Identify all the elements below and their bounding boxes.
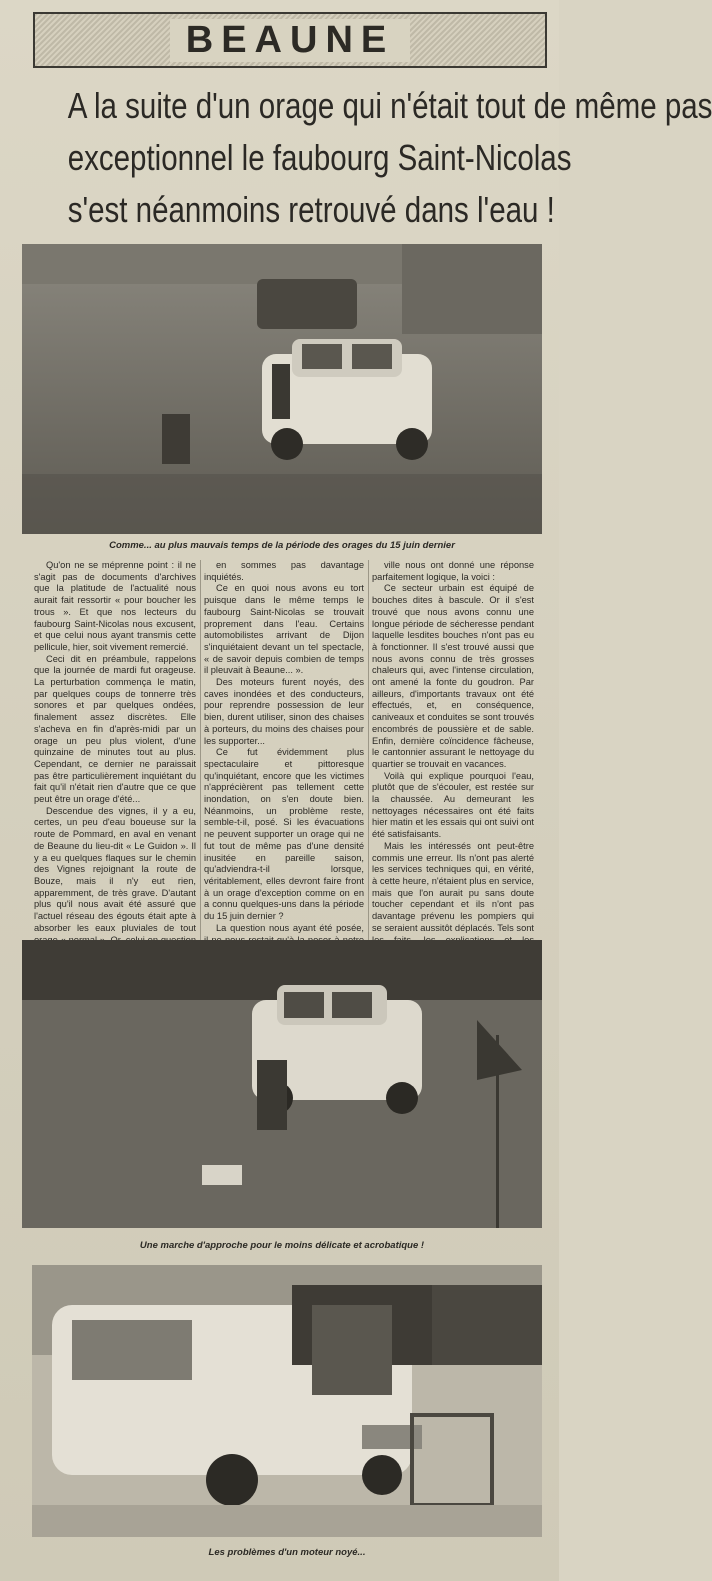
headline-line-2: exceptionnel le faubourg Saint-Nicolas xyxy=(67,137,572,178)
caption-photo-3: Les problèmes d'un moteur noyé... xyxy=(208,1547,366,1558)
paragraph: Voilà qui explique pourquoi l'eau, plutôt que de s'écouler, est restée sur la chaussée. Au demeurant les nettoyages nécessaires ont été faits hier matin et les essais qui ont suivi ont été satisfaisants. xyxy=(372,770,534,840)
paragraph: Qu'on ne se méprenne point : il ne s'agit pas de documents d'archives que la platitude de l'actualité nous aurait fait ressortir « pour boucher les trous ». Et que nos lecteurs du faubourg Saint-Nicolas nous excusent, et que celui nous ayant transmis cette pellicule, hier, soit vivement remercié. xyxy=(34,560,196,652)
photo-drowned-engine xyxy=(32,1265,542,1537)
column-rule xyxy=(200,560,201,940)
column-rule xyxy=(368,560,369,940)
headline-line-1: A la suite d'un orage qui n'était tout de même pas xyxy=(67,85,712,126)
photo-flooded-street xyxy=(22,244,542,534)
paragraph: en sommes pas davantage inquiétés. xyxy=(204,560,364,582)
paragraph: ville nous ont donné une réponse parfaitement logique, la voici : xyxy=(372,560,534,582)
article-column-3 xyxy=(372,560,534,981)
headline xyxy=(67,80,712,236)
paragraph: Ce secteur urbain est équipé de bouches dites à bascule. Or il s'est trouvé que nous avons connu une longue période de sécheresse pendant laquelle lesdites bouches n'ont pas eu à fonctionner. Il s'est trouvé aussi que nous avons connu de très grosses chaleurs qui, avec l'intense circulation, ont amené la fonte du goudron. Par ailleurs, d'importants travaux ont été effectués, et, en conséquence, caniveaux et conduites se sont trouvés encombrés de poussière et de sable. Enfin, dernière coïncidence fâcheuse, le cantonnier assurant le nettoyage du quartier se trouvait en vacances. xyxy=(372,583,534,769)
caption-photo-1: Comme... au plus mauvais temps de la période des orages du 15 juin dernier xyxy=(109,540,455,551)
paragraph: Ceci dit en préambule, rappelons que la journée de mardi fut orageuse. La perturbation commença le matin, par quelques coups de tonnerre très sonores et par quelques ondées, finalement assez discrètes. Elle s'acheva en fin d'après-midi par un orage un peu plus violent, d'une quinzaine de minutes tout au plus. Cependant, ce dernier ne paraissait pas être particulièrement inquiétant du fait qu'il n'était rien d'autre que ce que peut être un orage d'été... xyxy=(34,653,196,805)
article-column-2 xyxy=(204,560,364,999)
section-title: BEAUNE xyxy=(170,19,410,62)
section-banner xyxy=(33,12,547,68)
paragraph: Descendue des vignes, il y a eu, certes, un peu d'eau boueuse sur la route de Pommard, en aval en venant de Beaune du lieu-dit « Le Guidon ». Il y a eu quelques flaques sur le chemin des Vignes rejoignant la route de Bouze, mais il n'y eut rien, apparemment, de très grave. D'autant plus qu'il nous avait été assuré que l'actuel réseau des égouts était apte à absorber les eaux pluviales de tout xyxy=(34,805,196,933)
photo-approach xyxy=(22,940,542,1228)
paragraph: Des moteurs furent noyés, des caves inondées et des conducteurs, pour reprendre possession de leur bien, durent utiliser, sinon des chaises à porteurs, du moins des chaises pour les supporter... xyxy=(204,677,364,746)
paragraph: Ce fut évidemment plus spectaculaire et pittoresque qu'inquiétant, encore que les victimes n'apprécièrent pas tellement cette inondation, on s'en doute bien. Néanmoins, un problème reste, semble-t-il, posé. Si les évacuations ne peuvent supporter un orage qui ne fut tout de même pas d'une densité inusitée en pareille saison, qu'adviendra-t-il lorsque, véritablement, elles devront faire front à un orage d'exception comme on en a connu quelques-uns dans la période du 15 juin dernier ? xyxy=(204,747,364,922)
caption-photo-2: Une marche d'approche pour le moins délicate et acrobatique ! xyxy=(139,1240,425,1251)
article-column-1 xyxy=(34,560,196,970)
paragraph: Ce en quoi nous avons eu tort puisque dans le même temps le faubourg Saint-Nicolas se trouvait proprement dans l'eau. Certains automobilistes arrivant de Dijon s'inquiétaient devant un tel spectacle, « de savoir depuis combien de temps il pleuvait à Beaune... ». xyxy=(204,583,364,676)
paragraph: Mais les intéressés ont peut-être commis une erreur. Ils n'ont pas alerté les services techniques qui, en vérité, à cette heure, n'étaient plus en service, mais que l'on aurait pu sans doute toucher cependant et ils n'ont pas davantage prévenu les pompiers qui se seraient aussitôt déplacés. Tels sont xyxy=(372,840,534,933)
headline-line-3: s'est néanmoins retrouvé dans l'eau ! xyxy=(67,189,555,230)
paragraph: La question nous ayant été posée, xyxy=(216,922,364,933)
